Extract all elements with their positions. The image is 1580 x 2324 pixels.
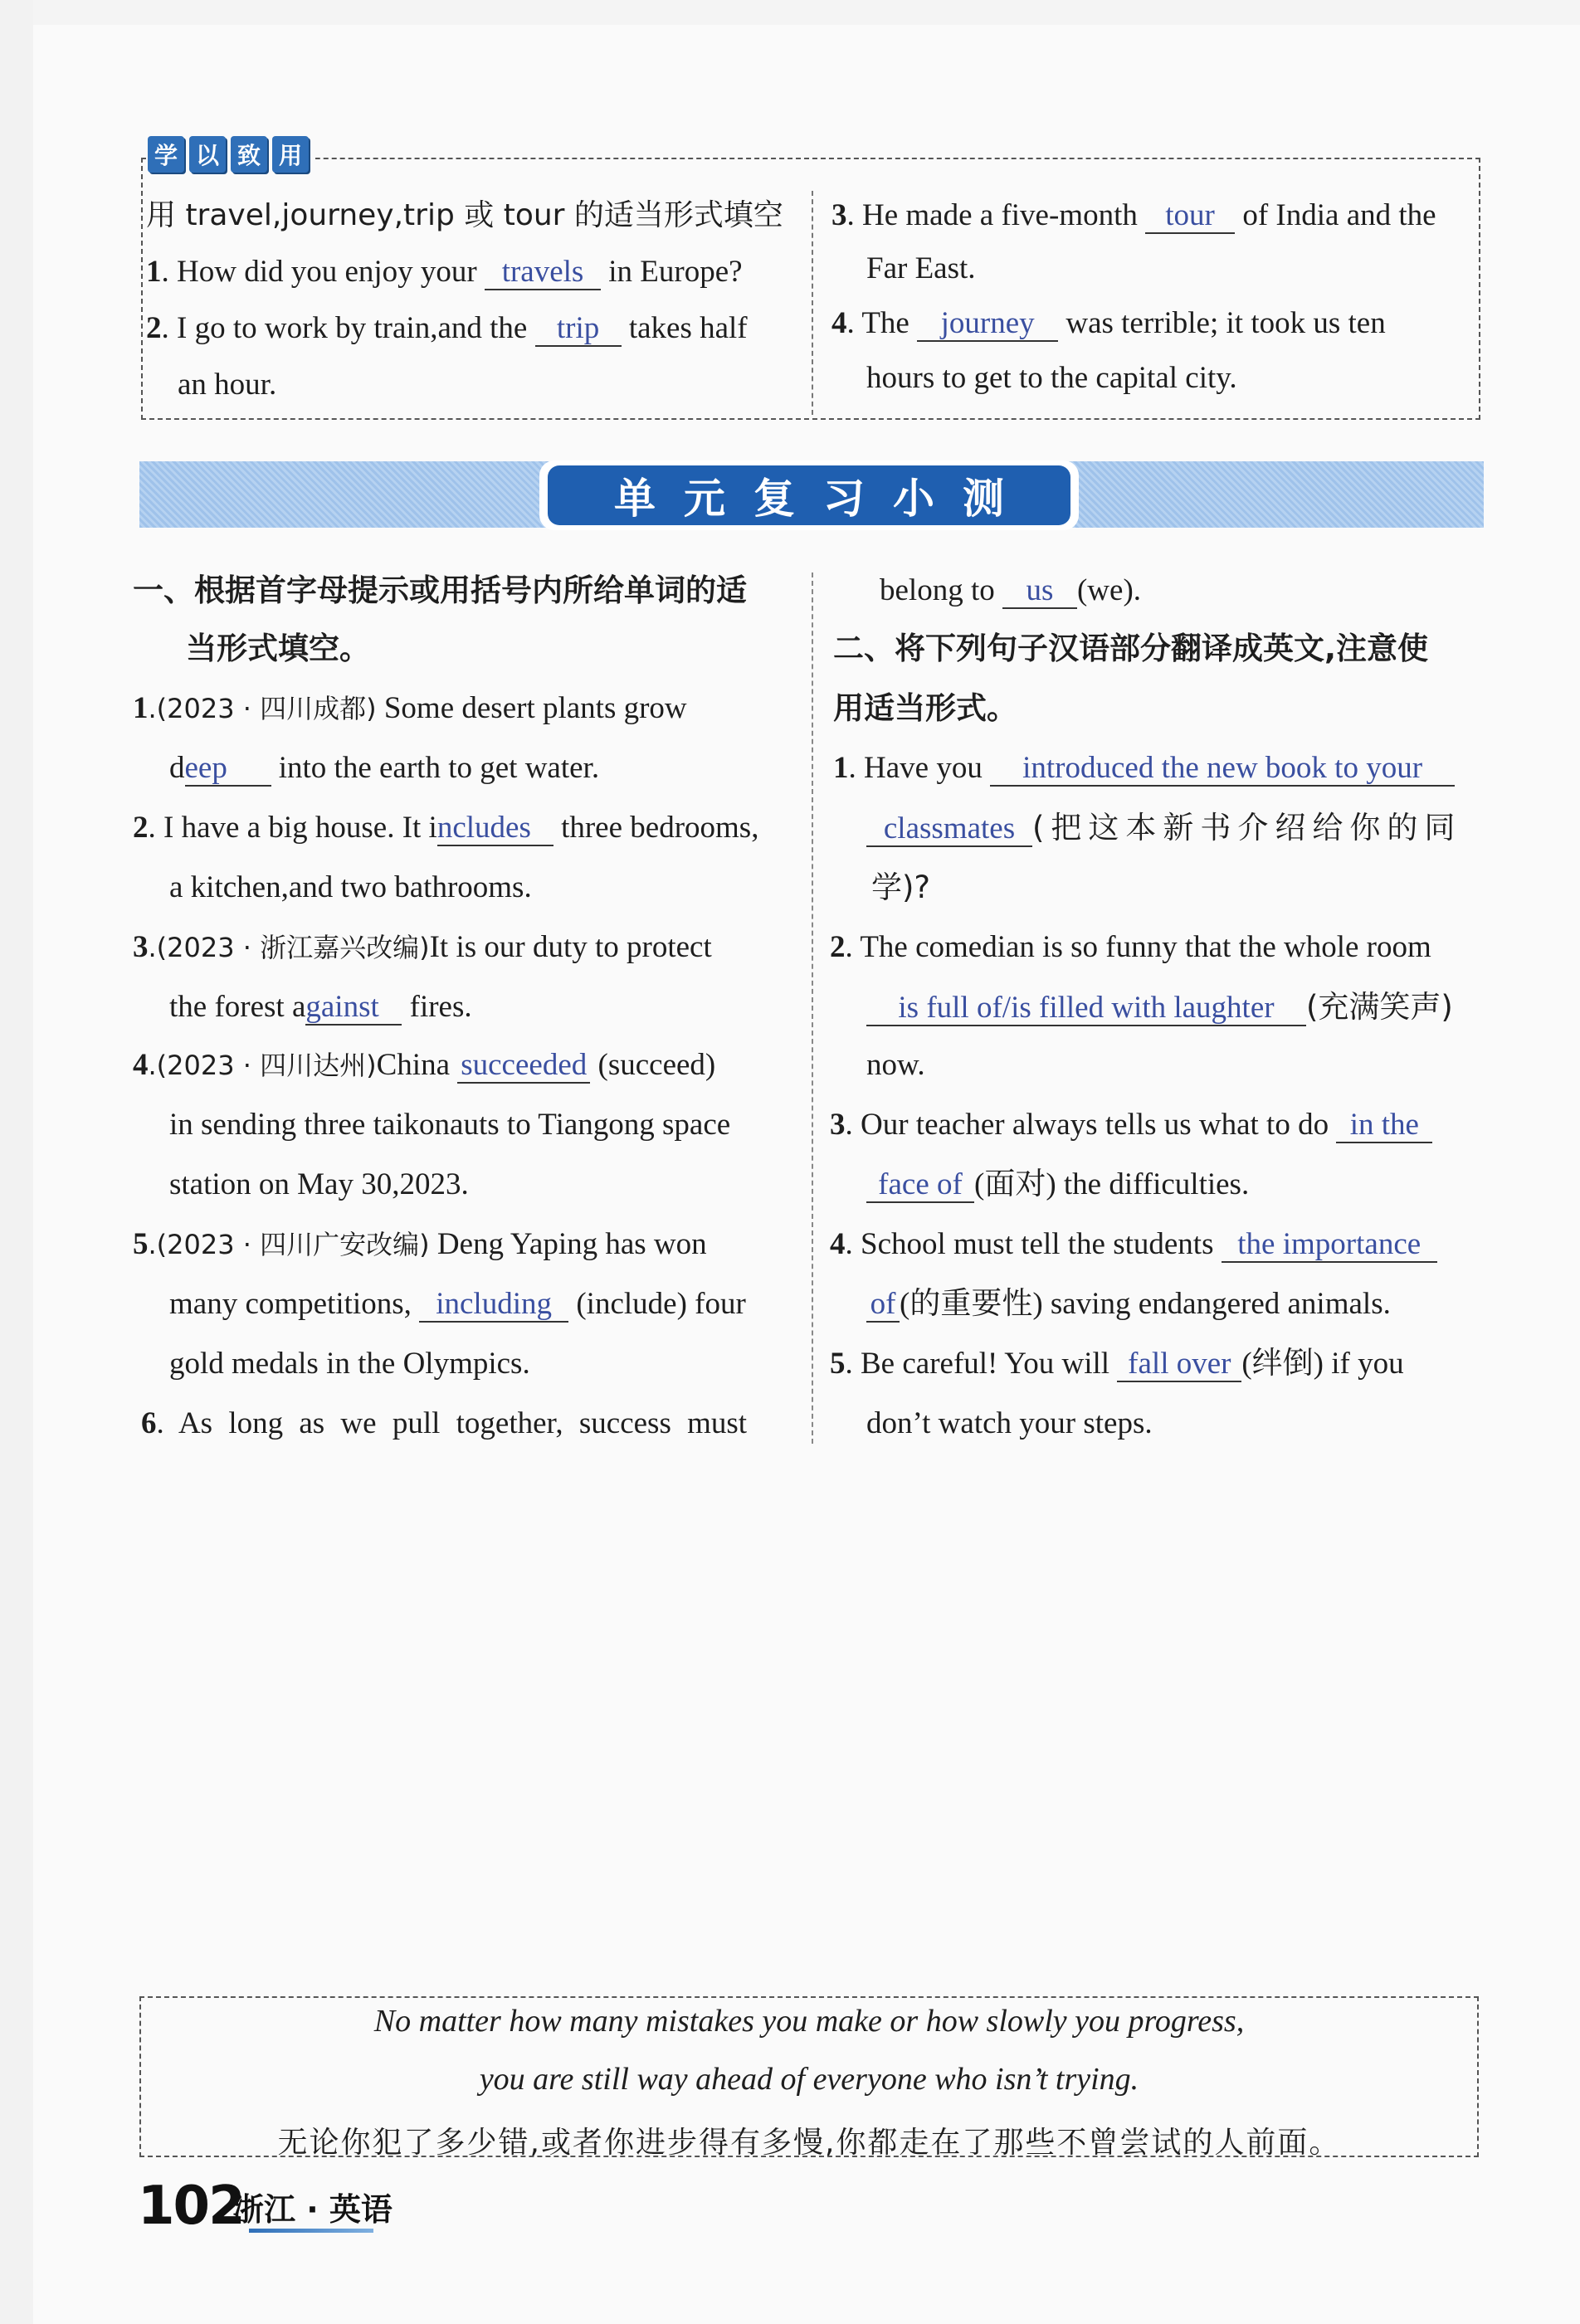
answer-blank: travels	[485, 256, 601, 290]
part2-heading: 二、将下列句子汉语部分翻译成英文,注意使	[833, 631, 1429, 666]
p2-q4: 4. School must tell the students the importance	[830, 1226, 1437, 1263]
column-divider	[812, 191, 813, 415]
p1-q1: 1.(2023 · 四川成都) Some desert plants grow	[133, 691, 687, 725]
footer-underline	[249, 2229, 373, 2233]
answer-blank: introduced the new book to your	[990, 752, 1455, 787]
p2-q3-cont: face of (面对) the difficulties.	[866, 1167, 1249, 1203]
practice-tag	[148, 134, 315, 174]
answer-blank: ncludes	[437, 811, 553, 846]
answer-blank: gainst	[305, 991, 402, 1026]
p1-q2-cont: a kitchen,and two bathrooms.	[169, 870, 532, 904]
p1-q3-cont: the forest against fires.	[169, 990, 472, 1024]
answer-blank: face of	[866, 1168, 974, 1203]
tag-char: 用	[272, 136, 309, 173]
answer-blank: trip	[535, 312, 622, 347]
tag-char: 学	[148, 136, 184, 173]
answer-blank: including	[419, 1288, 568, 1323]
answer-blank: succeeded	[457, 1049, 590, 1084]
p2-q3: 3. Our teacher always tells us what to do in the	[830, 1107, 1432, 1143]
answer-blank: the importance	[1222, 1228, 1437, 1263]
answer-blank: is full of/is filled with laughter	[866, 991, 1306, 1026]
quote-chinese: 无论你犯了多少错,或者你进步得有多慢,你都走在了那些不曾尝试的人前面。	[277, 2126, 1341, 2160]
p1-q6: 6. As long as we pull together, success must	[141, 1406, 748, 1440]
p1-q4: 4.(2023 · 四川达州)China succeeded (succeed)	[133, 1048, 716, 1082]
practice-q2-cont: an hour.	[178, 368, 277, 402]
p1-q3: 3.(2023 · 浙江嘉兴改编)It is our duty to protect	[133, 930, 712, 964]
p2-q2: 2. The comedian is so funny that the whole room	[830, 930, 1431, 964]
p1-q1-cont: deep into the earth to get water.	[169, 751, 600, 785]
p1-q6-cont: belong to us (we).	[880, 573, 1142, 607]
tag-char: 以	[189, 136, 226, 173]
practice-q3: 3. He made a five-month tour of India and the	[831, 198, 1436, 232]
practice-q2: 2. I go to work by train,and the trip takes half	[146, 311, 748, 345]
quote-english-line2: you are still way ahead of everyone who isn’t trying.	[479, 2062, 1139, 2097]
p1-q5: 5.(2023 · 四川广安改编) Deng Yaping has won	[133, 1227, 707, 1261]
p1-q5-cont: many competitions, including (include) four	[169, 1287, 746, 1321]
page-region: 浙江 · 英语	[232, 2191, 393, 2228]
part1-heading-cont: 当形式填空。	[186, 631, 370, 666]
part2-heading-cont: 用适当形式。	[833, 690, 1017, 726]
tag-char: 致	[231, 136, 267, 173]
practice-q1: 1. How did you enjoy your travels in Europe?	[146, 255, 743, 289]
p2-q2-cont: is full of/is filled with laughter (充满笑声)	[866, 989, 1453, 1026]
p1-q2: 2. I have a big house. It includes three bedrooms,	[133, 811, 759, 845]
practice-q4: 4. The journey was terrible; it took us ten	[831, 306, 1386, 340]
answer-blank: in the	[1336, 1108, 1432, 1143]
answer-blank: journey	[917, 307, 1058, 342]
p1-q4-cont2: station on May 30,2023.	[169, 1167, 469, 1201]
p2-q1: 1. Have you introduced the new book to your	[833, 750, 1455, 787]
p2-q5: 5. Be careful! You will fall over (绊倒) if you	[830, 1347, 1404, 1381]
p2-q1-cont2: 学)?	[871, 870, 931, 905]
part1-heading: 一、根据首字母提示或用括号内所给单词的适	[133, 572, 747, 608]
p2-q2-cont2: now.	[866, 1048, 925, 1082]
banner-title: 单元复习小测	[548, 465, 1070, 525]
p1-q5-cont2: gold medals in the Olympics.	[169, 1347, 530, 1381]
answer-blank: classmates	[866, 812, 1032, 847]
answer-blank: eep	[185, 752, 271, 787]
p1-q4-cont: in sending three taikonauts to Tiangong space	[169, 1108, 731, 1142]
answer-blank: us	[1002, 574, 1077, 609]
practice-instruction: 用 travel,journey,trip 或 tour 的适当形式填空	[146, 198, 783, 232]
quote-english-line1: No matter how many mistakes you make or how slowly you progress,	[373, 2004, 1245, 2039]
p2-q4-cont: of (的重要性) saving endangered animals.	[866, 1286, 1391, 1323]
page-number: 102	[138, 2175, 244, 2237]
practice-q3-cont: Far East.	[866, 251, 976, 285]
practice-q4-cont: hours to get to the capital city.	[866, 361, 1237, 395]
p2-q1-cont: classmates (把这本新书介绍给你的同	[866, 810, 1461, 847]
answer-blank: fall over	[1117, 1347, 1241, 1382]
answer-blank: tour	[1145, 199, 1235, 234]
answer-blank: of	[866, 1288, 900, 1323]
column-divider	[812, 572, 813, 1444]
p2-q5-cont: don’t watch your steps.	[866, 1406, 1153, 1440]
